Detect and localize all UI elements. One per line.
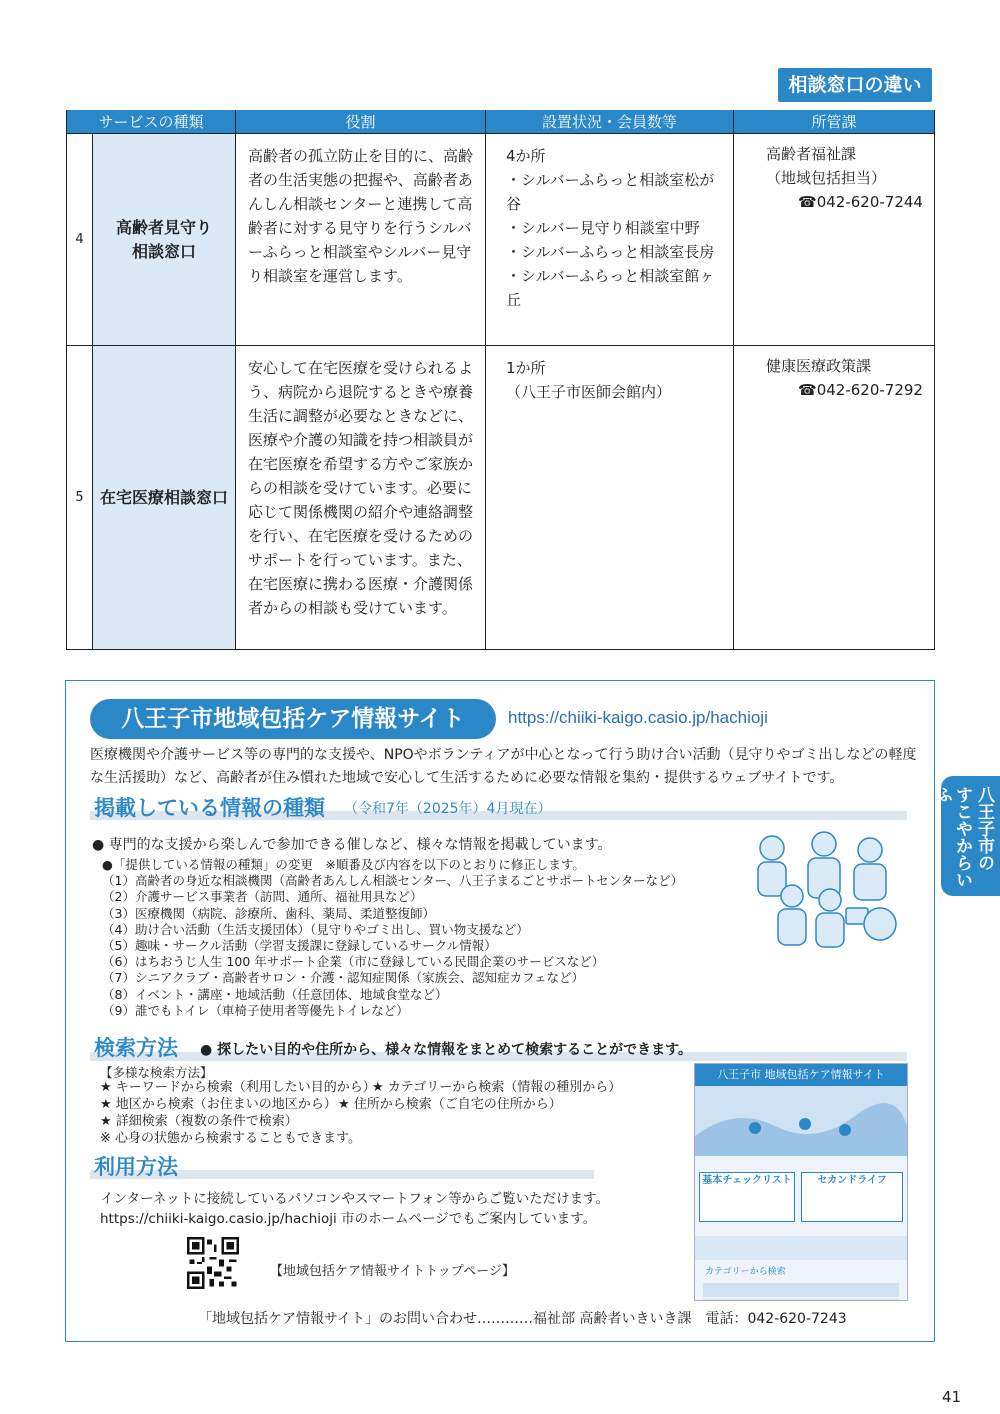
usage-heading-bar: [90, 1157, 594, 1179]
col-header-status: 設置状況・会員数等: [486, 110, 734, 134]
search-method: ★ カテゴリーから検索（情報の種別から）: [372, 1080, 622, 1095]
thumb-header: 八王子市 地域包括ケア情報サイト: [695, 1064, 907, 1086]
side-tab-line1: 八王子市の: [974, 786, 994, 871]
change-note: ●「提供している情報の種類」の変更 ※順番及び内容を以下のとおりに修正します。: [102, 857, 585, 872]
site-intro: 医療機関や介護サービス等の専門的な支援や、NPOやボランティアが中心となって行う助け合い活動（見守りやゴミ出しなどの軽度な生活援助）など、高齢者が住み慣れた地域で安心して生活するために必要な情報を集約・提供するウェブサイトです。: [90, 747, 917, 786]
side-tab-line2: すこやからいふ: [932, 786, 972, 888]
service-dept: 高齢者福祉課 （地域包括担当） ☎042-620-7244: [734, 134, 935, 346]
site-screenshot-thumbnail: [694, 1063, 908, 1301]
service-role: 安心して在宅医療を受けられるよう、病院から退院するときや療養生活に調整が必要なときなどに、医療や介護の知識を持つ相談員が在宅医療を希望する方やご家族からの相談を受けています。必要に応じて関係機関の紹介や連絡調整を行い、在宅医療を受けるためのサポートを行っています。また、在宅医療に携わる医療・介護関係者からの相談も受けています。: [236, 346, 486, 650]
contact-line: 「地域包括ケア情報サイト」のお問い合わせ…………福祉部 高齢者いきいき課 電話：042-620-7243: [198, 1311, 847, 1327]
search-method: ★ キーワードから検索（利用したい目的から）: [100, 1080, 376, 1095]
list-item: （5）趣味・サークル活動（学習支援課に登録しているサークル情報）: [102, 938, 497, 954]
page-number: 41: [942, 1388, 962, 1406]
phone-number: ☎042-620-7244: [798, 193, 923, 211]
usage-line: https://chiiki-kaigo.casio.jp/hachioji 市のホームページでもご案内しています。: [100, 1211, 597, 1227]
usage-heading: 利用方法: [94, 1155, 178, 1179]
service-table: [66, 110, 935, 650]
site-url-link[interactable]: https://chiiki-kaigo.casio.jp/hachioji: [508, 708, 768, 727]
row-number: 5: [67, 346, 93, 650]
info-types-lead: ● 専門的な支援から楽しんで参加できる催しなど、様々な情報を掲載しています。: [92, 837, 612, 853]
info-types-date: （令和7年（2025年）4月現在）: [344, 801, 552, 817]
service-role: 高齢者の孤立防止を目的に、高齢者の生活実態の把握や、高齢者あんしん相談センターと連携して高齢者に対する見守りを行うシルバーふらっと相談室やシルバー見守り相談室を運営します。: [236, 134, 486, 346]
search-lead: ● 探したい目的や住所から、様々な情報をまとめて検索することができます。: [200, 1042, 692, 1058]
search-label: 【多様な検索方法】: [100, 1065, 213, 1080]
table-row: [67, 346, 935, 650]
list-item: （9）誰でもトイレ（車椅子使用者等優先トイレなど）: [102, 1002, 409, 1018]
list-item: （7）シニアクラブ・高齢者サロン・介護・認知症関係（家族会、認知症カフェなど）: [102, 970, 584, 986]
qr-code: [187, 1237, 239, 1289]
search-methods: [100, 1079, 680, 1147]
table-row: [67, 134, 935, 346]
qr-caption: 【地域包括ケア情報サイトトップページ】: [270, 1264, 515, 1279]
list-item: （4）助け合い活動（生活支援団体）（見守りやゴミ出し、買い物支援など）: [102, 921, 529, 937]
service-name: 高齢者見守り 相談窓口: [93, 134, 236, 346]
row-number: 4: [67, 134, 93, 346]
section-badge: 相談窓口の違い: [778, 68, 932, 102]
thumb-landscape: [695, 1086, 907, 1156]
search-method: ★ 地区から検索（お住まいの地区から）: [100, 1097, 337, 1112]
side-chapter-tab: [932, 776, 1000, 896]
list-item: （8）イベント・講座・地域活動（任意団体、地域食堂など）: [102, 986, 448, 1002]
search-method: ★ 詳細検索（複数の条件で検索）: [100, 1114, 298, 1129]
site-title: 八王子市地域包括ケア情報サイト: [90, 699, 496, 739]
table-header-row: [67, 110, 935, 134]
col-header-role: 役割: [236, 110, 486, 134]
service-dept: 健康医療政策課 ☎042-620-7292: [734, 346, 935, 650]
thumb-category: カテゴリーから検索: [705, 1267, 786, 1277]
info-types-heading: 掲載している情報の種類: [94, 796, 325, 820]
col-header-type: サービスの種類: [67, 110, 236, 134]
seniors-illustration: [742, 826, 908, 956]
list-item: （3）医療機関（病院、診療所、歯科、薬局、柔道整復師）: [102, 905, 435, 921]
info-types-heading-bar: [90, 798, 907, 820]
col-header-dept: 所管課: [734, 110, 935, 134]
info-types-list: [102, 857, 742, 1019]
search-heading: 検索方法: [94, 1036, 178, 1060]
list-item: （6）はちおうじ人生 100 年サポート企業（市に登録している民間企業のサービスなど）: [102, 954, 605, 970]
service-status: 4か所 ・シルバーふらっと相談室松が谷 ・シルバー見守り相談室中野 ・シルバーふらっと相談室長房 ・シルバーふらっと相談室館ヶ丘: [486, 134, 734, 346]
service-status: 1か所 （八王子市医師会館内）: [486, 346, 734, 650]
search-method: ★ 住所から検索（ご自宅の住所から）: [338, 1097, 562, 1112]
list-item: （1）高齢者の身近な相談機関（高齢者あんしん相談センター、八王子まるごとサポートセンターなど）: [102, 873, 684, 889]
usage-line: インターネットに接続しているパソコンやスマートフォン等からご覧いただけます。: [100, 1191, 610, 1207]
search-method: ※ 心身の状態から検索することもできます。: [100, 1131, 361, 1146]
list-item: （2）介護サービス事業者（訪問、通所、福祉用具など）: [102, 889, 423, 905]
thumb-card-secondlife: セカンドライフ: [801, 1172, 903, 1222]
service-name: 在宅医療相談窓口: [93, 346, 236, 650]
thumb-card-checklist: 基本チェックリスト: [699, 1172, 795, 1222]
phone-number: ☎042-620-7292: [798, 381, 923, 399]
search-heading-bar: [90, 1036, 907, 1061]
usage-text: [100, 1189, 609, 1229]
